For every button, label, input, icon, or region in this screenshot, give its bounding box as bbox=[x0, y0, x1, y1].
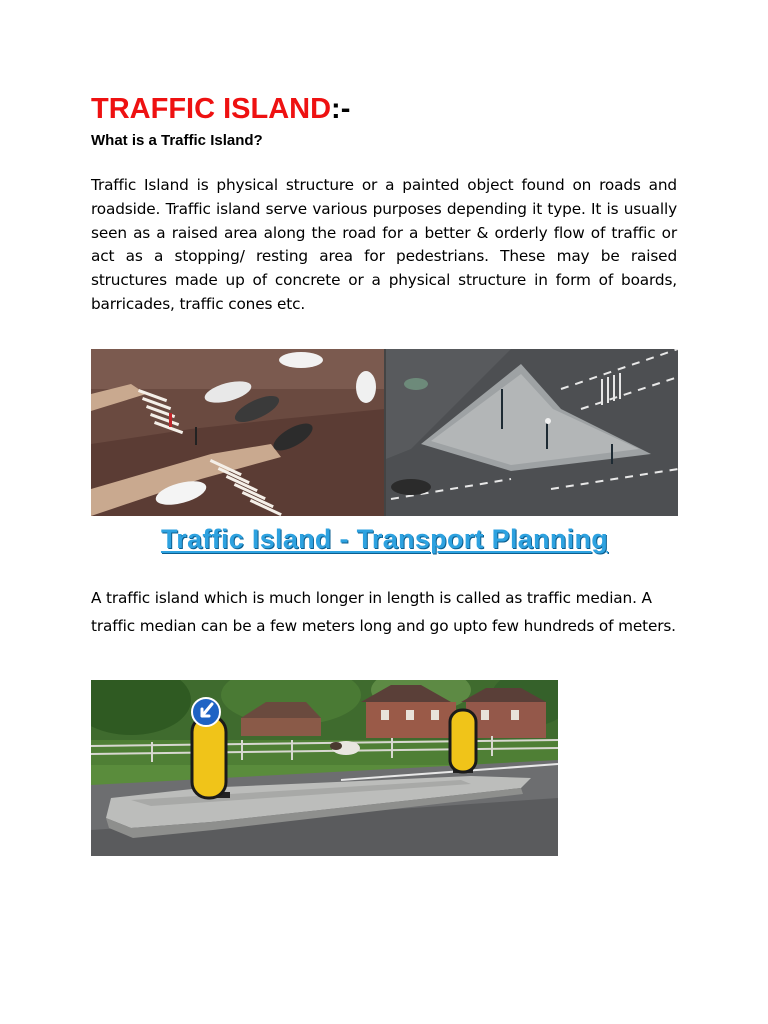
intersection-aerial-photo bbox=[91, 349, 678, 516]
traffic-median-photo bbox=[91, 680, 558, 856]
title-suffix: :- bbox=[331, 93, 351, 125]
median-paragraph: A traffic island which is much longer in length is called as traffic median. A traffic median can be a few meters long and go upto few hundreds of meters. bbox=[91, 589, 676, 635]
page-title bbox=[91, 92, 350, 126]
intro-paragraph: Traffic Island is physical structure or a painted object found on roads and roadside. Traffic island serve various purposes depending it type. It is usually seen as a raised area along the road for a better & orderly flow of traffic or act as a stopping/ resting area for pedestrians. These may be raised structures made up of concrete or a physical structure in form of boards, barricades, traffic cones etc. bbox=[91, 176, 677, 313]
title-text: TRAFFIC ISLAND bbox=[91, 93, 332, 125]
section-question: What is a Traffic Island? bbox=[91, 132, 263, 149]
image-caption-banner: Traffic Island - Transport Planning bbox=[160, 524, 609, 554]
